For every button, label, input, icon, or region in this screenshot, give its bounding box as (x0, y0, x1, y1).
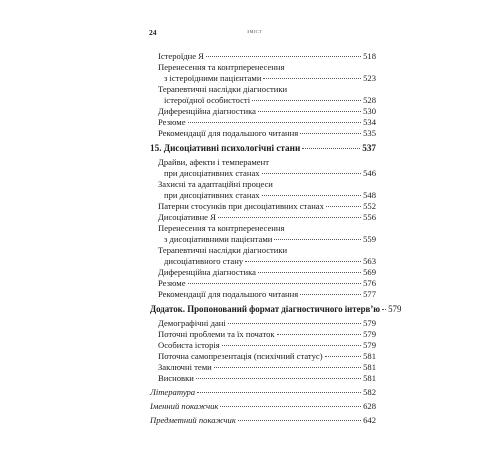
toc-entry (164, 73, 376, 84)
toc-entry-label: Поточні проблеми та їх початок (158, 329, 275, 339)
toc-entry (158, 318, 376, 329)
dot-leader (382, 308, 386, 310)
toc-entry-label: Перенесення та контрперенесення (158, 223, 285, 233)
toc-entry (158, 278, 376, 289)
toc-entry-label: при дисоціативних станах (164, 190, 260, 200)
toc-entry-page: 535 (363, 128, 376, 138)
toc-entry-label: Терапевтичні наслідки діагностики (158, 245, 288, 255)
toc-entry-page: 581 (363, 351, 376, 361)
toc-entry-label: з дисоціативними пацієнтами (164, 234, 273, 244)
dot-leader (302, 147, 360, 149)
toc-entry-label: дисоціативного стану (164, 256, 244, 266)
dot-leader (196, 377, 361, 379)
running-title: ЗМІСТ (247, 29, 263, 34)
dot-leader (220, 405, 361, 407)
toc-chapter-label: 15. Дисоціативні психологічні стани (150, 143, 301, 153)
toc-entry-page: 559 (363, 234, 376, 244)
dot-leader (238, 419, 361, 421)
toc-entry (164, 168, 376, 179)
toc-entry-page: 563 (363, 256, 376, 266)
dot-leader (188, 282, 362, 284)
toc-entry-label: Заключні теми (158, 362, 212, 372)
toc-entry-label: Дисоціативне Я (158, 212, 216, 222)
toc-back-label: Предметний покажчик (150, 415, 236, 425)
dot-leader (258, 110, 361, 112)
toc-entry (158, 267, 376, 278)
toc-entry-page: 628 (363, 401, 376, 411)
dot-leader (222, 344, 361, 346)
dot-leader (263, 77, 361, 79)
toc-entry-label: Поточна самопрезентація (психічний статус) (158, 351, 323, 361)
toc-entry-page: 534 (363, 117, 376, 127)
dot-leader (252, 99, 361, 101)
toc-back-label: Іменний покажчик (150, 401, 219, 411)
toc-back-entry (150, 415, 376, 426)
toc-entry-label: Висновки (158, 373, 194, 383)
dot-leader (245, 260, 361, 262)
page-number: 24 (149, 28, 157, 37)
dot-leader (258, 271, 361, 273)
toc-entry-label: Драйви, афекти і темперамент (158, 157, 269, 167)
toc-entry-label: Захисні та адаптаційні процеси (158, 179, 273, 189)
toc-entry-page: 577 (363, 289, 376, 299)
toc-entry-label: Диференційна діагностика (158, 106, 256, 116)
toc-entry-page: 518 (363, 51, 376, 61)
toc-entry (158, 106, 376, 117)
toc-entry (158, 340, 376, 351)
toc-entry-page: 537 (362, 143, 376, 153)
toc-entry-label: Особиста історія (158, 340, 220, 350)
toc-entry (158, 362, 376, 373)
toc-entry-page: 546 (363, 168, 376, 178)
toc-entry-page: 523 (363, 73, 376, 83)
dot-leader (214, 366, 361, 368)
dot-leader (300, 132, 361, 134)
dot-leader (300, 293, 361, 295)
toc-entry (158, 351, 376, 362)
toc-entry-label: з істероїдними пацієнтами (164, 73, 262, 83)
dot-leader (325, 355, 362, 357)
toc-entry-page: 552 (363, 201, 376, 211)
toc-back-entry (150, 387, 376, 398)
toc-entry (164, 256, 376, 267)
running-header (149, 28, 379, 40)
toc-entry-label: при дисоціативних станах (164, 168, 260, 178)
toc-entry (158, 128, 376, 139)
toc-entry-page: 579 (363, 340, 376, 350)
toc-entry-label: Демографічні дані (158, 318, 226, 328)
toc-entry-page: 579 (363, 329, 376, 339)
toc-entry (158, 212, 376, 223)
toc-entry-label: Резюме (158, 117, 186, 127)
toc-entry-page: 579 (388, 304, 402, 314)
toc-entry-label: Рекомендації для подальшого читання (158, 289, 299, 299)
toc-entry-label: Патерни стосунків при дисоціативних станах (158, 201, 324, 211)
toc-entry-page: 581 (363, 373, 376, 383)
toc-entry (164, 190, 376, 201)
dot-leader (197, 391, 361, 393)
toc-entry (164, 234, 376, 245)
toc-entry (164, 95, 376, 106)
toc-entry-label: істероїдної особистості (164, 95, 251, 105)
toc-chapter-entry (150, 143, 376, 154)
toc-entry (158, 117, 376, 128)
dot-leader (262, 172, 362, 174)
toc-entry-page: 579 (363, 318, 376, 328)
toc-back-entry (150, 401, 376, 412)
dot-leader (228, 322, 361, 324)
dot-leader (188, 121, 362, 123)
toc-entry-page: 576 (363, 278, 376, 288)
toc-entry-label: Диференційна діагностика (158, 267, 256, 277)
toc-entry-page: 582 (363, 387, 376, 397)
toc-appendix-label: Додаток. Пропонований формат діагностичного інтерв’ю (150, 304, 381, 314)
toc-entry-page: 556 (363, 212, 376, 222)
toc-entry-page: 530 (363, 106, 376, 116)
toc-entry (158, 289, 376, 300)
toc-entry-label: Терапевтичні наслідки діагностики (158, 84, 288, 94)
toc-entry-page: 642 (363, 415, 376, 425)
dot-leader (274, 238, 361, 240)
toc-entry-page: 581 (363, 362, 376, 372)
toc-entry-label: Перенесення та контрперенесення (158, 62, 285, 72)
toc-entry (158, 329, 376, 340)
toc-entry-label: Істероїдне Я (158, 51, 204, 61)
dot-leader (218, 216, 361, 218)
dot-leader (277, 333, 362, 335)
toc-appendix-entry (150, 304, 402, 315)
toc-entry (158, 373, 376, 384)
toc-entry-page: 528 (363, 95, 376, 105)
toc-entry-label: Рекомендації для подальшого читання (158, 128, 299, 138)
toc-entry (158, 51, 376, 62)
toc-entry-page: 569 (363, 267, 376, 277)
dot-leader (206, 55, 361, 57)
toc-entry-page: 548 (363, 190, 376, 200)
toc-entry-label: Резюме (158, 278, 186, 288)
toc-back-label: Література (150, 387, 196, 397)
dot-leader (262, 194, 362, 196)
toc-entry (158, 201, 376, 212)
dot-leader (326, 205, 361, 207)
